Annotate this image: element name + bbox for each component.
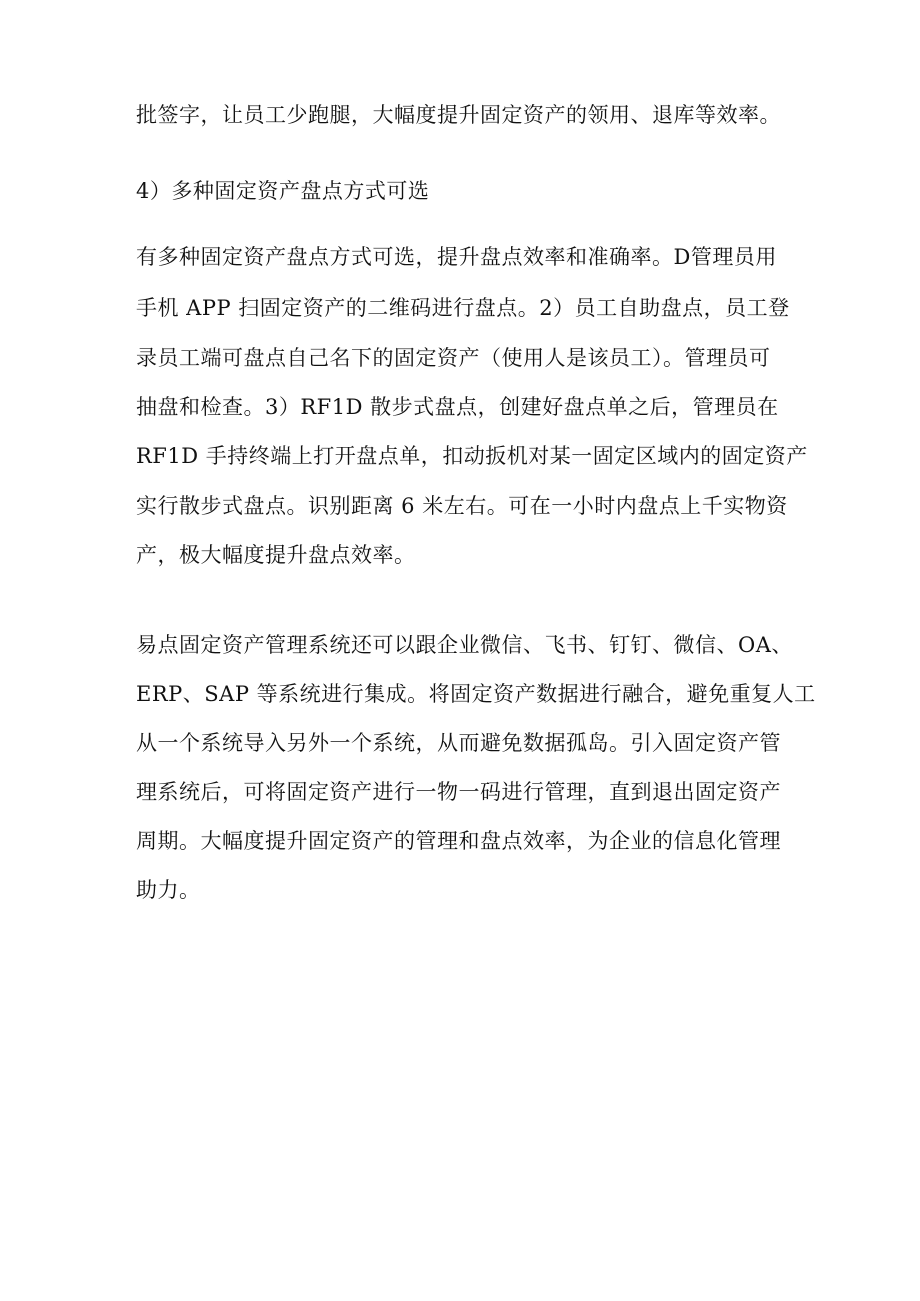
paragraph-line: 从一个系统导入另外一个系统，从而避免数据孤岛。引入固定资产管: [136, 731, 781, 755]
section-heading: 4）多种固定资产盘点方式可选: [136, 179, 430, 203]
paragraph-line: RF1D 手持终端上打开盘点单，扣动扳机对某一固定区域内的固定资产: [136, 444, 808, 468]
paragraph-line: 有多种固定资产盘点方式可选，提升盘点效率和准确率。D管理员用: [136, 245, 777, 269]
paragraph-line: 理系统后，可将固定资产进行一物一码进行管理，直到退出固定资产: [136, 780, 781, 804]
paragraph-line: ERP、SAP 等系统进行集成。将固定资产数据进行融合，避免重复人工: [136, 682, 816, 706]
paragraph-line: 周期。大幅度提升固定资产的管理和盘点效率，为企业的信息化管理: [136, 829, 781, 853]
paragraph-line: 产，极大幅度提升盘点效率。: [136, 543, 416, 567]
paragraph-line: 录员工端可盘点自己名下的固定资产（使用人是该员工）。管理员可: [136, 346, 771, 370]
paragraph-line: 实行散步式盘点。识别距离 6 米左右。可在一小时内盘点上千实物资: [136, 494, 788, 518]
paragraph-line: 批签字，让员工少跑腿，大幅度提升固定资产的领用、退库等效率。: [136, 103, 781, 127]
paragraph-line: 抽盘和检查。3）RF1D 散步式盘点，创建好盘点单之后，管理员在: [136, 395, 779, 419]
paragraph-line: 易点固定资产管理系统还可以跟企业微信、飞书、钉钉、微信、OA、: [136, 633, 793, 657]
paragraph-line: 助力。: [136, 878, 201, 902]
paragraph-line: 手机 APP 扫固定资产的二维码进行盘点。2）员工自助盘点，员工登: [136, 296, 790, 320]
